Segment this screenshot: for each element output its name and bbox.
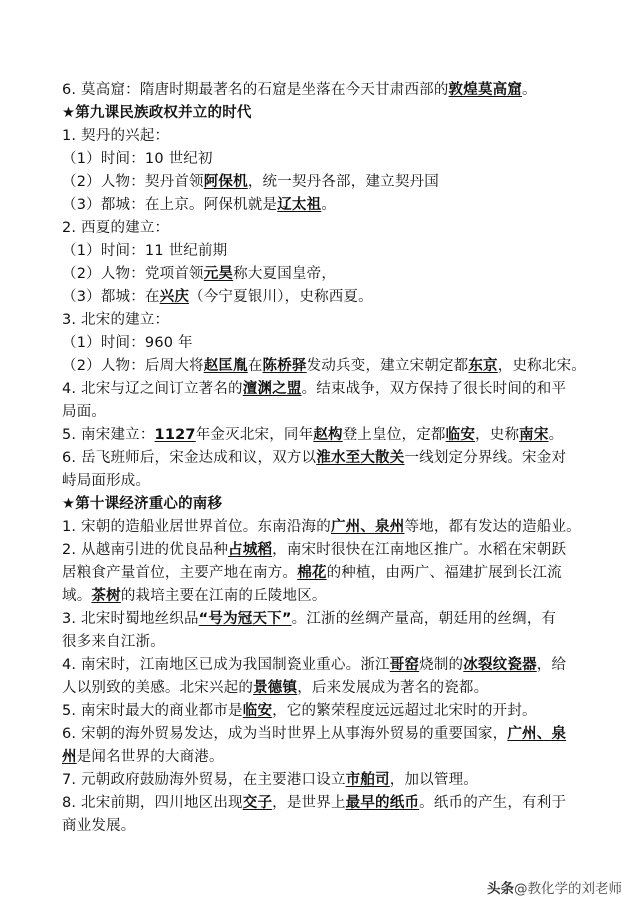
text-line — [62, 632, 165, 652]
text-segment: ，史称 — [475, 427, 520, 443]
keyword-highlight: “号为冠天下” — [198, 611, 292, 627]
keyword-highlight: 哥窑 — [389, 657, 420, 673]
keyword-highlight: 1127 — [154, 427, 196, 443]
text-line — [62, 701, 537, 721]
text-segment: 商业发展。 — [62, 818, 136, 834]
text-segment: 。 — [522, 82, 537, 98]
text-segment: （3）都城：在上京。阿保机就是 — [62, 197, 278, 213]
text-segment: 称大夏国皇帝， — [233, 266, 337, 282]
text-segment: ，史称北宋。 — [497, 358, 586, 374]
keyword-highlight: 澶渊之盟 — [242, 381, 302, 397]
text-segment: （2）人物：契丹首领 — [62, 174, 204, 190]
text-segment: ★第九课民族政权并立的时代 — [62, 105, 252, 121]
keyword-highlight: 市舶司 — [345, 772, 390, 788]
text-segment: 5. 南宋时最大的商业都市是 — [62, 703, 243, 719]
text-segment: 。 — [548, 427, 564, 443]
keyword-highlight: 临安 — [445, 427, 476, 443]
text-segment: 6. 岳飞班师后，宋金达成和议，双方以 — [62, 450, 317, 466]
text-line — [62, 563, 562, 583]
text-segment: 7. 元朝政府鼓励海外贸易，在主要港口设立 — [62, 772, 346, 788]
keyword-highlight: 阿保机 — [203, 174, 248, 190]
text-line — [62, 126, 169, 146]
text-line — [62, 540, 566, 560]
text-segment: 5. 南宋建立： — [62, 427, 155, 443]
watermark-handle: @教化学的刘老师 — [514, 881, 622, 897]
text-line — [62, 609, 556, 629]
text-segment: 。 — [321, 197, 337, 213]
text-line — [62, 816, 136, 836]
keyword-highlight: 广州、泉 — [507, 726, 567, 742]
text-segment: 3. 北宋时蜀地丝织品 — [62, 611, 199, 627]
text-segment: 3. 北宋的建立： — [62, 312, 170, 328]
text-line — [62, 678, 488, 698]
keyword-highlight: 陈桥驿 — [262, 358, 307, 374]
text-segment: 。结束战争，双方保持了很长时间的和平 — [301, 381, 567, 397]
text-segment: （1）时间：960 年 — [62, 335, 193, 351]
section-heading — [62, 494, 222, 514]
keyword-highlight: 元昊 — [203, 266, 234, 282]
text-line — [62, 448, 566, 468]
text-line — [62, 80, 537, 100]
text-line — [62, 724, 566, 744]
keyword-highlight: 棉花 — [297, 565, 327, 581]
text-segment: 居粮食产量首位，主要产地在南方。 — [62, 565, 298, 581]
text-segment: 一线划定分界线。宋金对 — [404, 450, 567, 466]
text-segment: 发动兵变，建立宋朝定都 — [306, 358, 469, 374]
text-segment: ，是世界上 — [272, 795, 346, 811]
text-line — [62, 471, 150, 491]
text-segment: ，给 — [536, 657, 567, 673]
text-line — [62, 195, 336, 215]
text-line — [62, 747, 224, 767]
text-line — [62, 218, 169, 238]
text-line — [62, 586, 327, 606]
text-line — [62, 793, 566, 813]
text-segment: （2）人物：党项首领 — [62, 266, 204, 282]
text-segment: 4. 南宋时，江南地区已成为我国制瓷业重心。浙江 — [62, 657, 390, 673]
text-segment: 很多来自江浙。 — [62, 634, 165, 650]
keyword-highlight: 淮水至大散关 — [316, 450, 405, 466]
keyword-highlight: 占城稻 — [228, 542, 273, 558]
text-line — [62, 287, 373, 307]
text-segment: 在 — [247, 358, 263, 374]
keyword-highlight: 辽太祖 — [277, 197, 322, 213]
text-segment: ★第十课经济重心的南移 — [62, 496, 223, 512]
text-segment: 6. 莫高窟：隋唐时期最著名的石窟是坐落在今天甘肃西部的 — [62, 82, 449, 98]
text-line — [62, 425, 563, 445]
text-segment: 烧制的 — [419, 657, 464, 673]
text-segment: （今宁夏银川），史称西夏。 — [189, 289, 373, 305]
text-segment: ，加以管理。 — [389, 772, 478, 788]
keyword-highlight: 冰裂纹瓷器 — [463, 657, 537, 673]
text-segment: 8. 北宋前期，四川地区出现 — [62, 795, 243, 811]
keyword-highlight: 赵构 — [313, 427, 343, 443]
text-segment: （2）人物：后周大将 — [62, 358, 204, 374]
text-segment: 1. 契丹的兴起： — [62, 128, 170, 144]
text-segment: 年金灭北宋，同年 — [195, 427, 314, 443]
text-segment: 6. 宋朝的海外贸易发达，成为当时世界上从事海外贸易的重要国家， — [62, 726, 508, 742]
text-segment: （1）时间：11 世纪前期 — [62, 243, 228, 259]
text-segment: 域。 — [62, 588, 92, 604]
text-line — [62, 770, 478, 790]
text-segment: 。纸币的产生，有利于 — [419, 795, 567, 811]
keyword-highlight: 敦煌莫高窟 — [448, 82, 523, 98]
keyword-highlight: 州 — [62, 749, 77, 765]
text-segment: （3）都城：在 — [62, 289, 160, 305]
text-segment: ，南宋时很快在江南地区推广。水稻在宋朝跃 — [272, 542, 567, 558]
text-line — [62, 310, 169, 330]
text-segment: 登上皇位，定都 — [342, 427, 446, 443]
text-segment: 局面。 — [62, 404, 107, 420]
text-segment: 的栽培主要在江南的丘陵地区。 — [120, 588, 327, 604]
text-segment: 。江浙的丝绸产量高，朝廷用的丝绸，有 — [291, 611, 557, 627]
keyword-highlight: 南宋 — [519, 427, 549, 443]
keyword-highlight: 最早的纸币 — [345, 795, 420, 811]
watermark — [487, 877, 622, 897]
text-segment: 1. 宋朝的造船业居世界首位。东南沿海的 — [62, 519, 331, 535]
keyword-highlight: 赵匡胤 — [203, 358, 248, 374]
text-segment: 峙局面形成。 — [62, 473, 151, 489]
text-line — [62, 379, 566, 399]
text-segment: 等地，都有发达的造船业。 — [404, 519, 581, 535]
text-segment: （1）时间：10 世纪初 — [62, 151, 213, 167]
text-segment: ，后来发展成为著名的瓷都。 — [297, 680, 489, 696]
text-line — [62, 655, 566, 675]
watermark-brand: 头条 — [487, 881, 514, 897]
section-heading — [62, 103, 252, 123]
text-line — [62, 402, 106, 422]
text-segment: 人以别致的美感。北宋兴起的 — [62, 680, 254, 696]
text-line — [62, 333, 193, 353]
text-line — [62, 241, 227, 261]
text-segment: 2. 从越南引进的优良品种 — [62, 542, 229, 558]
keyword-highlight: 交子 — [242, 795, 273, 811]
keyword-highlight: 东京 — [468, 358, 498, 374]
text-line — [62, 517, 581, 537]
text-segment: 的种植，由两广、福建扩展到长江流 — [326, 565, 562, 581]
text-segment: 是闻名世界的大商港。 — [76, 749, 224, 765]
keyword-highlight: 临安 — [242, 703, 273, 719]
text-segment: 4. 北宋与辽之间订立著名的 — [62, 381, 243, 397]
keyword-highlight: 景德镇 — [253, 680, 298, 696]
keyword-highlight: 兴庆 — [159, 289, 190, 305]
text-line — [62, 264, 336, 284]
text-line — [62, 172, 439, 192]
text-line — [62, 149, 213, 169]
keyword-highlight: 茶树 — [91, 588, 121, 604]
text-line — [62, 356, 586, 376]
text-segment: ，它的繁荣程度远远超过北宋时的开封。 — [272, 703, 537, 719]
text-segment: ，统一契丹各部，建立契丹国 — [247, 174, 439, 190]
text-segment: 2. 西夏的建立： — [62, 220, 170, 236]
keyword-highlight: 广州、泉州 — [330, 519, 405, 535]
